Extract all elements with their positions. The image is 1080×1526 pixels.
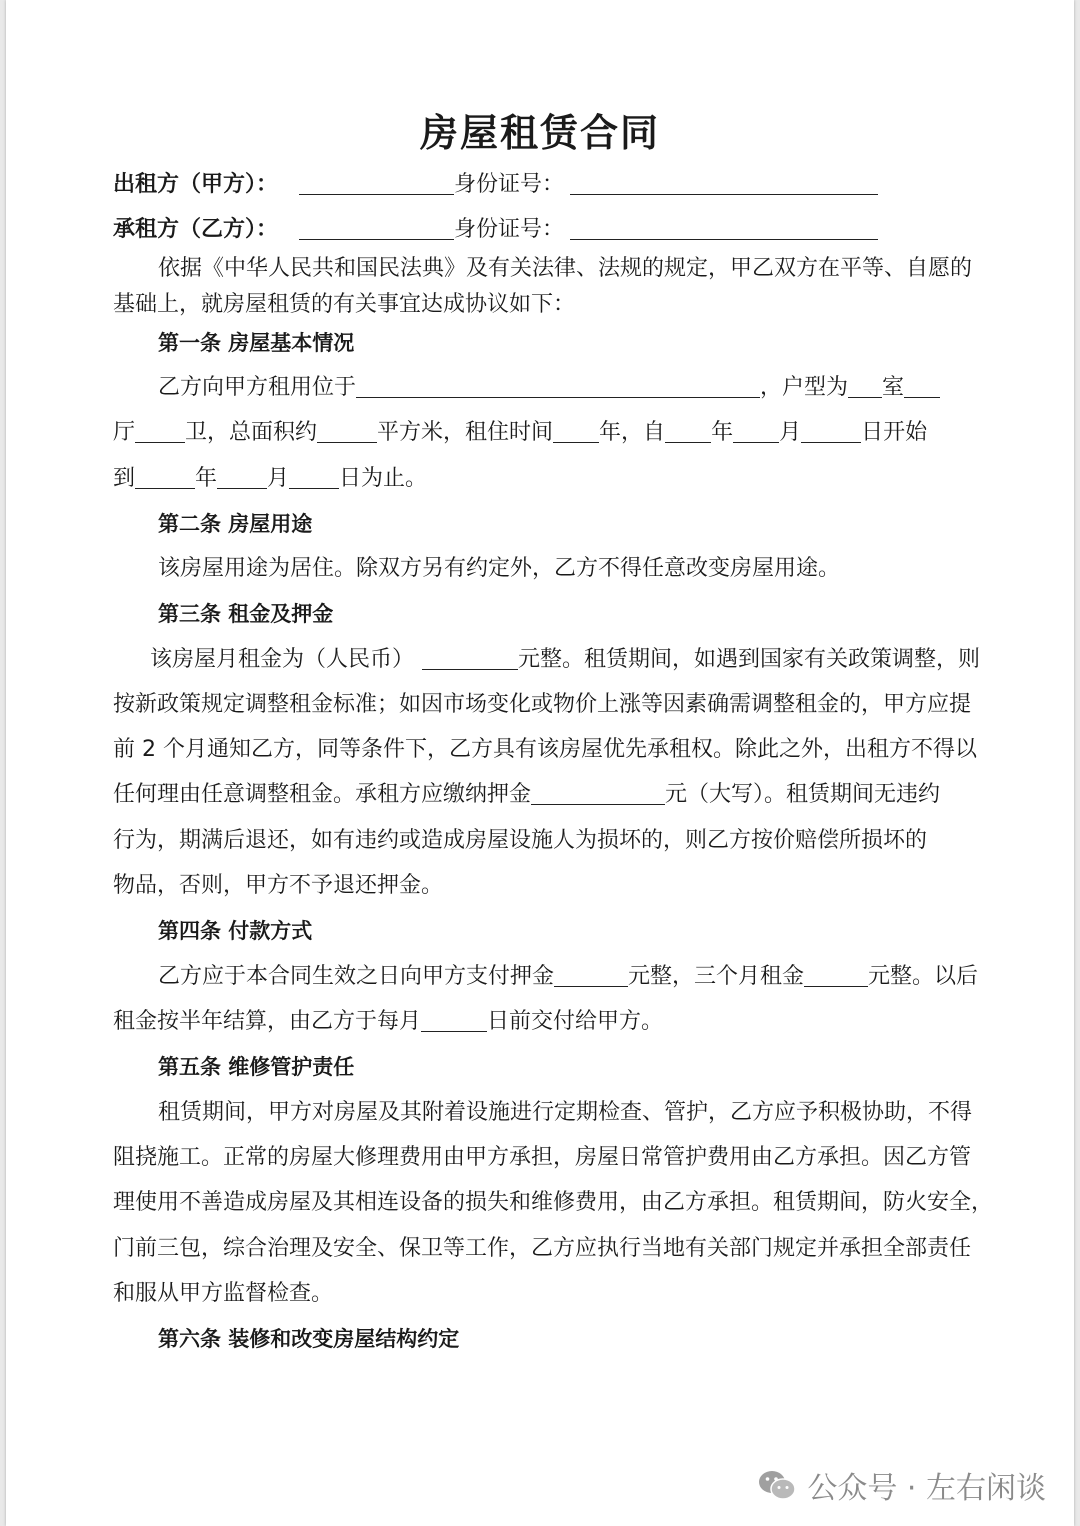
text-segment: 日开始	[861, 420, 928, 445]
halls-blank	[904, 375, 940, 398]
term-years-blank	[553, 420, 599, 443]
text-segment: 年	[711, 420, 734, 445]
article-3-heading: 第三条 租金及押金	[158, 602, 334, 626]
intro-line-1: 依据《中华人民共和国民法典》及有关法律、法规的规定，甲乙双方在平等、自愿的	[158, 256, 973, 281]
lessee-id-blank	[570, 217, 878, 240]
watermark	[757, 1463, 1046, 1507]
article-5-line-3: 理使用不善造成房屋及其相连设备的损失和维修费用，由乙方承担。租赁期间，防火安全，	[113, 1190, 994, 1215]
contract-title: 房屋租赁合同	[419, 111, 660, 155]
text-segment: 月	[267, 466, 290, 491]
text-segment: 到	[113, 466, 136, 491]
watermark-text: 公众号 · 左右闲谈	[807, 1471, 1046, 1506]
payment-day-blank	[421, 1009, 487, 1032]
article-5-line-2: 阻挠施工。正常的房屋大修理费用由甲方承担，房屋日常管护费用由乙方承担。因乙方管	[113, 1145, 972, 1170]
text-segment: 元整，三个月租金	[628, 964, 805, 989]
lessee-label: 承租方（乙方）：	[113, 217, 279, 242]
article-5-heading: 第五条 维修管护责任	[158, 1055, 355, 1079]
text-segment: 年	[195, 466, 218, 491]
area-blank	[317, 420, 377, 443]
address-blank	[356, 375, 760, 398]
start-day-blank	[801, 420, 861, 443]
article-3-line-2: 按新政策规定调整租金标准；如因市场变化或物价上涨等因素确需调整租金的，甲方应提	[113, 692, 972, 717]
lessee-name-blank	[299, 217, 454, 240]
text-segment: 厅	[113, 420, 136, 445]
article-5-line-4: 门前三包，综合治理及安全、保卫等工作，乙方应执行当地有关部门规定并承担全部责任	[113, 1236, 972, 1261]
article-1-line-2	[113, 418, 927, 448]
text-segment: 室	[882, 375, 905, 400]
start-year-blank	[665, 420, 711, 443]
article-1-line-1	[158, 373, 940, 403]
rooms-blank	[848, 375, 882, 398]
article-2-heading: 第二条 房屋用途	[158, 512, 313, 536]
monthly-rent-blank	[422, 647, 518, 670]
article-3-line-6: 物品，否则，甲方不予退还押金。	[113, 873, 444, 898]
text-segment: 年，自	[599, 420, 666, 445]
text-segment: 卫，总面积约	[185, 420, 318, 445]
article-6-heading: 第六条 装修和改变房屋结构约定	[158, 1327, 460, 1351]
intro-line-2: 基础上，就房屋租赁的有关事宜达成协议如下：	[113, 292, 576, 317]
lessor-name-blank	[299, 172, 454, 195]
article-3-line-1	[150, 645, 980, 675]
lessee-line	[113, 215, 878, 245]
text-segment: 日为止。	[339, 466, 428, 491]
text-segment: ，户型为	[760, 375, 849, 400]
start-month-blank	[733, 420, 779, 443]
article-1-heading: 第一条 房屋基本情况	[158, 331, 355, 355]
end-month-blank	[217, 466, 267, 489]
article-3-line-4	[113, 780, 940, 810]
lessor-label: 出租方（甲方）：	[113, 172, 279, 197]
article-2-line-1: 该房屋用途为居住。除双方另有约定外，乙方不得任意改变房屋用途。	[158, 556, 841, 581]
article-1-line-3	[113, 464, 427, 494]
article-3-line-3: 前 2 个月通知乙方，同等条件下，乙方具有该房屋优先承租权。除此之外，出租方不得以	[113, 737, 977, 762]
text-segment: 元整。以后	[868, 964, 979, 989]
wechat-icon	[757, 1468, 797, 1502]
article-4-line-2	[113, 1007, 663, 1037]
three-month-rent-blank	[804, 964, 868, 987]
article-4-heading: 第四条 付款方式	[158, 919, 313, 943]
article-5-line-5: 和服从甲方监督检查。	[113, 1281, 334, 1306]
text-segment: 元整。租赁期间，如遇到国家有关政策调整，则	[518, 647, 981, 672]
text-segment: 月	[779, 420, 802, 445]
text-segment: 元（大写）。租赁期间无违约	[665, 782, 941, 807]
end-year-blank	[135, 466, 195, 489]
lessor-id-blank	[570, 172, 878, 195]
lessor-id-label: 身份证号：	[454, 172, 565, 197]
lessee-id-label: 身份证号：	[454, 217, 565, 242]
end-day-blank	[289, 466, 339, 489]
article-4-line-1	[158, 962, 978, 992]
baths-blank	[135, 420, 185, 443]
article-5-line-1: 租赁期间，甲方对房屋及其附着设施进行定期检查、管护，乙方应予积极协助，不得	[158, 1100, 973, 1125]
text-segment: 任何理由任意调整租金。承租方应缴纳押金	[113, 782, 532, 807]
deposit-blank	[531, 782, 665, 805]
deposit-payment-blank	[554, 964, 628, 987]
text-segment: 该房屋月租金为（人民币）	[150, 647, 415, 672]
lessor-line	[113, 170, 878, 200]
text-segment: 平方米，租住时间	[377, 420, 554, 445]
text-segment: 乙方应于本合同生效之日向甲方支付押金	[158, 964, 555, 989]
text-segment: 租金按半年结算，由乙方于每月	[113, 1009, 422, 1034]
text-segment: 乙方向甲方租用位于	[158, 375, 357, 400]
text-segment: 日前交付给甲方。	[487, 1009, 664, 1034]
article-3-line-5: 行为，期满后退还，如有违约或造成房屋设施人为损坏的，则乙方按价赔偿所损坏的	[113, 828, 928, 853]
